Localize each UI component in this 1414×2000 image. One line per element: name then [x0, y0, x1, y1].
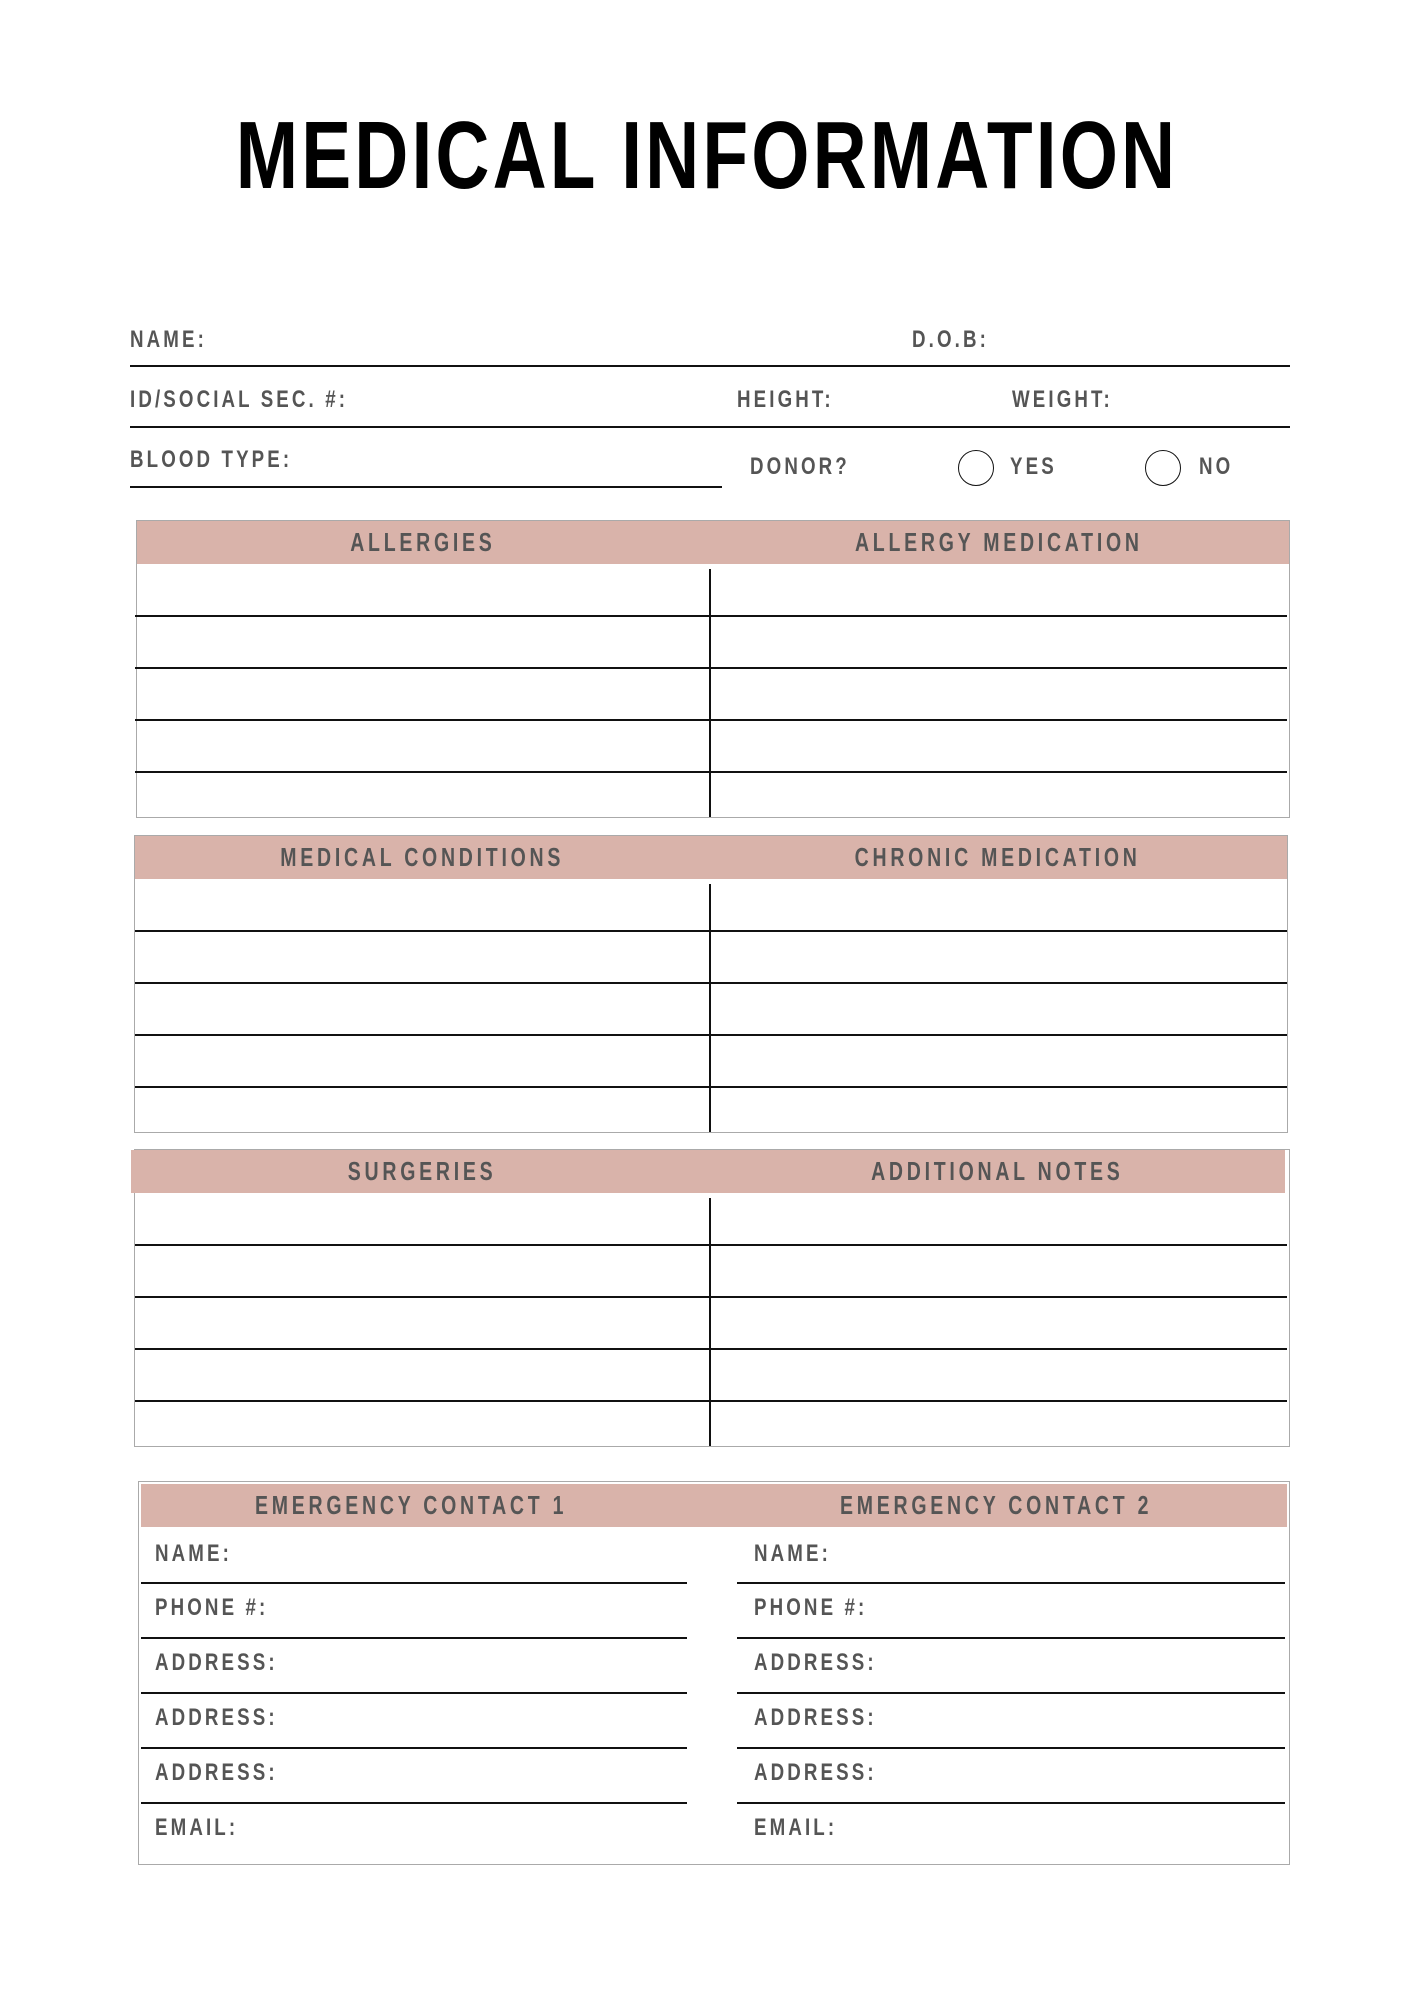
rule [141, 1802, 687, 1804]
allergy-medication-cell[interactable] [711, 721, 1289, 771]
blood-type-field[interactable] [300, 438, 720, 484]
additional-notes-cell[interactable] [711, 1194, 1289, 1244]
table-header-band [135, 836, 1287, 879]
ec1-address-label: ADDRESS: [155, 1704, 278, 1731]
surgeries-header-text: SURGERIES [347, 1156, 497, 1186]
additional-notes-cell[interactable] [711, 1402, 1289, 1446]
allergies-header [137, 521, 709, 564]
name-dob-rule [130, 365, 1290, 367]
rule [141, 1747, 687, 1749]
allergy-medication-header-text: ALLERGY MEDICATION [855, 527, 1143, 557]
rule [737, 1802, 1285, 1804]
rule [141, 1637, 687, 1639]
medical-conditions-cell[interactable] [135, 880, 709, 930]
surgeries-table [134, 1149, 1290, 1447]
allergy-medication-header [709, 521, 1289, 564]
emergency-contacts-box [138, 1481, 1290, 1865]
ec2-phone-label: PHONE #: [754, 1594, 868, 1621]
ec2-phone-field[interactable] [869, 1586, 1279, 1628]
medical-conditions-header [135, 836, 709, 879]
allergies-cell[interactable] [137, 721, 709, 771]
ec2-address-field-1[interactable] [879, 1641, 1279, 1683]
table-header-band [131, 1150, 1285, 1193]
rule [141, 1692, 687, 1694]
chronic-medication-cell[interactable] [711, 1036, 1287, 1086]
ec2-name-label: NAME: [754, 1540, 831, 1567]
chronic-medication-header-text: CHRONIC MEDICATION [855, 842, 1141, 872]
emergency-contact-1-header-text: EMERGENCY CONTACT 1 [254, 1490, 568, 1520]
ec1-address-label: ADDRESS: [155, 1759, 278, 1786]
page-title: MEDICAL INFORMATION [235, 102, 1179, 209]
ec2-address-field-3[interactable] [879, 1751, 1279, 1793]
ec2-email-field[interactable] [849, 1806, 1279, 1848]
ec1-address-field-3[interactable] [279, 1751, 679, 1793]
ec1-name-field[interactable] [239, 1532, 679, 1574]
ec1-address-field-1[interactable] [279, 1641, 679, 1683]
height-field[interactable] [845, 378, 1005, 424]
additional-notes-header [709, 1150, 1285, 1193]
medical-conditions-cell[interactable] [135, 932, 709, 982]
rule [141, 1582, 687, 1584]
allergy-medication-cell[interactable] [711, 773, 1289, 817]
ec1-phone-label: PHONE #: [155, 1594, 269, 1621]
medical-conditions-cell[interactable] [135, 1036, 709, 1086]
medical-conditions-table [134, 835, 1288, 1133]
surgeries-cell[interactable] [135, 1246, 709, 1296]
ec1-email-field[interactable] [249, 1806, 679, 1848]
allergy-medication-cell[interactable] [711, 669, 1289, 719]
emergency-contact-2-header-text: EMERGENCY CONTACT 2 [839, 1490, 1153, 1520]
id-height-rule [130, 426, 1290, 428]
allergies-cell[interactable] [137, 773, 709, 817]
rule [737, 1637, 1285, 1639]
height-label: HEIGHT: [737, 386, 834, 413]
ec1-name-label: NAME: [155, 1540, 232, 1567]
allergy-medication-cell[interactable] [711, 565, 1289, 615]
blood-type-rule [130, 486, 722, 488]
allergies-cell[interactable] [137, 617, 709, 667]
additional-notes-cell[interactable] [711, 1246, 1289, 1296]
chronic-medication-cell[interactable] [711, 1088, 1287, 1132]
ec2-name-field[interactable] [839, 1532, 1279, 1574]
weight-label: WEIGHT: [1012, 386, 1113, 413]
allergy-medication-cell[interactable] [711, 617, 1289, 667]
ec1-address-label: ADDRESS: [155, 1649, 278, 1676]
rule [737, 1582, 1285, 1584]
additional-notes-cell[interactable] [711, 1350, 1289, 1400]
medical-conditions-cell[interactable] [135, 984, 709, 1034]
ec2-address-label: ADDRESS: [754, 1649, 877, 1676]
donor-no-label: NO [1199, 453, 1234, 480]
dob-label: D.O.B: [912, 326, 989, 353]
emergency-header-band [141, 1484, 1287, 1527]
allergies-cell[interactable] [137, 669, 709, 719]
chronic-medication-header [709, 836, 1287, 879]
donor-label: DONOR? [750, 453, 850, 480]
chronic-medication-cell[interactable] [711, 932, 1287, 982]
additional-notes-header-text: ADDITIONAL NOTES [870, 1156, 1124, 1186]
additional-notes-cell[interactable] [711, 1298, 1289, 1348]
ec1-email-label: EMAIL: [155, 1814, 239, 1841]
name-field[interactable] [230, 318, 890, 364]
emergency-contact-1-header [141, 1484, 681, 1527]
allergies-header-text: ALLERGIES [350, 527, 496, 557]
surgeries-header [135, 1150, 709, 1193]
ec2-address-label: ADDRESS: [754, 1759, 877, 1786]
emergency-contact-2-header [701, 1484, 1291, 1527]
medical-conditions-cell[interactable] [135, 1088, 709, 1132]
donor-yes-label: YES [1010, 453, 1057, 480]
blood-type-label: BLOOD TYPE: [130, 446, 293, 473]
surgeries-cell[interactable] [135, 1194, 709, 1244]
donor-no-radio[interactable] [1145, 450, 1181, 486]
surgeries-cell[interactable] [135, 1350, 709, 1400]
chronic-medication-cell[interactable] [711, 880, 1287, 930]
ec2-address-label: ADDRESS: [754, 1704, 877, 1731]
dob-field[interactable] [1000, 318, 1290, 364]
rule [737, 1692, 1285, 1694]
allergies-table [136, 520, 1290, 818]
table-header-band [137, 521, 1289, 564]
medical-conditions-header-text: MEDICAL CONDITIONS [280, 842, 564, 872]
ec1-address-field-2[interactable] [279, 1696, 679, 1738]
donor-yes-radio[interactable] [958, 450, 994, 486]
id-field[interactable] [380, 378, 720, 424]
id-label: ID/SOCIAL SEC. #: [130, 386, 349, 413]
surgeries-cell[interactable] [135, 1402, 709, 1446]
ec1-phone-field[interactable] [269, 1586, 679, 1628]
weight-field[interactable] [1125, 378, 1290, 424]
name-label: NAME: [130, 326, 207, 353]
ec2-email-label: EMAIL: [754, 1814, 838, 1841]
surgeries-cell[interactable] [135, 1298, 709, 1348]
chronic-medication-cell[interactable] [711, 984, 1287, 1034]
rule [737, 1747, 1285, 1749]
ec2-address-field-2[interactable] [879, 1696, 1279, 1738]
allergies-cell[interactable] [137, 565, 709, 615]
